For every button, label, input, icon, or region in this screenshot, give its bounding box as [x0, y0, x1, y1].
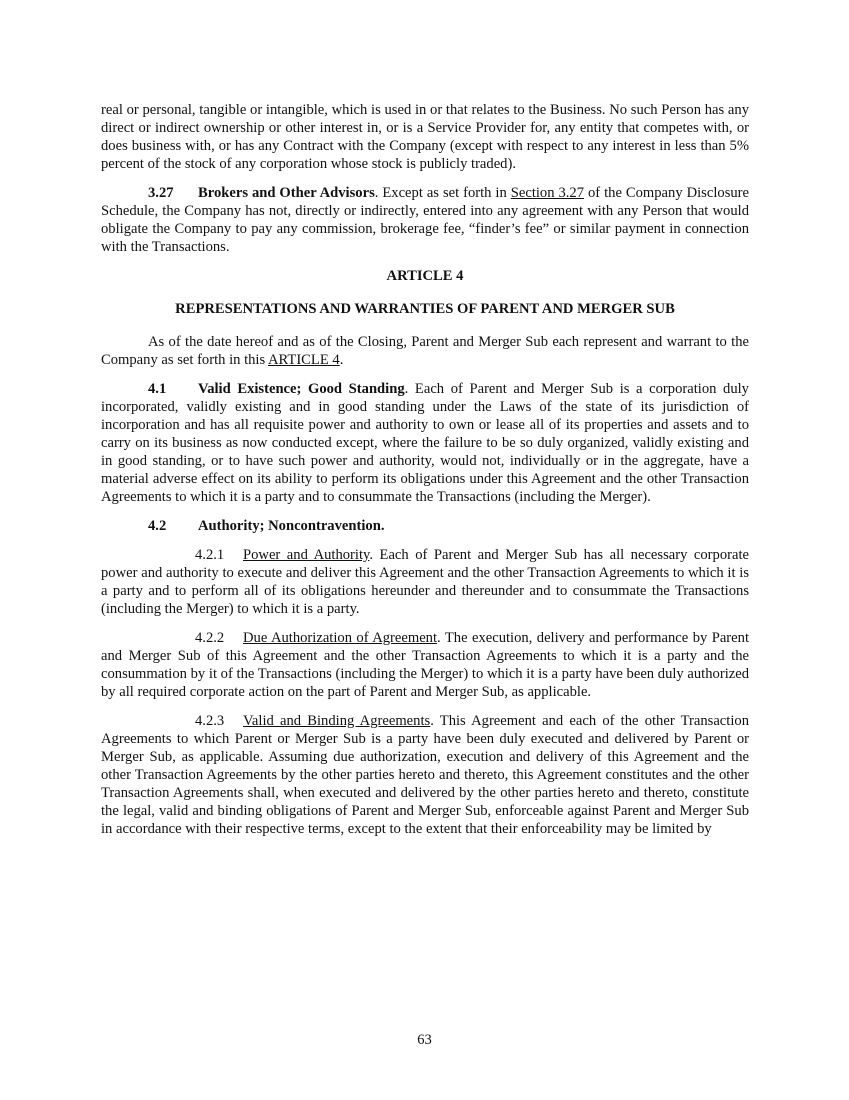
page-number: 63	[417, 1032, 432, 1048]
section-4-2	[101, 517, 749, 535]
article-intro	[101, 333, 749, 369]
intro-text: .	[339, 352, 344, 368]
article-number: ARTICLE 4	[386, 268, 464, 284]
section-number: 4.1	[148, 381, 167, 397]
section-number: 4.2	[148, 518, 167, 534]
cross-reference: ARTICLE 4	[268, 352, 340, 368]
section-text: . Except as set forth in	[374, 185, 511, 201]
paragraph-continuation: real or personal, tangible or intangible, which is used in or that relates to the Business. No such Person has any direct or indirect ownership or other interest in, or is a Service Provider for, any entity that competes with, or does business with, or has any Contract with the Company (except with respect to any interest in less than 5% percent of the stock of any corporation whose stock is publicly traded).	[101, 102, 749, 172]
article-title: REPRESENTATIONS AND WARRANTIES OF PARENT AND MERGER SUB	[175, 301, 675, 317]
section-number: 4.2.1	[195, 547, 225, 563]
section-4-1	[101, 380, 749, 506]
section-heading: Due Authorization of Agreement	[243, 630, 438, 646]
section-text: . This Agreement and each of the other Transaction Agreements to which Parent or Merger Sub is a party have been duly executed and delivered by Parent or Merger Sub, as applicable. Assuming due authorization, execution and delivery of this Agreement and the other Transaction Agreements by the other parties hereto and thereto, this Agreement constitutes and the other Transaction Agreements shall, when executed and delivered by the other parties hereto and thereto, constitute the legal, valid and binding obligations of Parent and Merger Sub, enforceable against Parent and Merger Sub in accordance with their respective terms, except to the extent that their enforceability may be limited by	[101, 713, 749, 837]
section-heading: Power and Authority	[243, 547, 370, 563]
section-text: . The execution, delivery and performance by Parent and Merger Sub of this Agreement and the other Transaction Agreements to which it is a party and the consummation by it of the Transactions (including the Merger) to which it is a party have been duly authorized by all required corporate action on the part of Parent and Merger Sub, as applicable.	[101, 630, 749, 700]
section-text: .	[380, 518, 385, 534]
section-text: . Each of Parent and Merger Sub is a corporation duly incorporated, validly existing and in good standing under the Laws of the state of its jurisdiction of incorporation and has all requisite power and authority to own or lease all of its properties and assets and to carry on its business as now conducted except, where the failure to be so duly organized, validly existing and in good standing, or to have such power and authority, would not, individually or in the aggregate, have a material adverse effect on its ability to perform its obligations under this Agreement and the other Transaction Agreements to which it is a party and to consummate the Transactions (including the Merger).	[101, 381, 749, 505]
section-number: 4.2.2	[195, 630, 225, 646]
section-3-27	[101, 184, 749, 256]
section-heading: Valid and Binding Agreements	[243, 713, 431, 729]
section-heading: Valid Existence; Good Standing	[198, 381, 405, 397]
section-number: 4.2.3	[195, 713, 225, 729]
section-heading: Authority; Noncontravention	[198, 518, 381, 534]
section-number: 3.27	[148, 185, 174, 201]
section-4-2-3	[101, 712, 749, 838]
document-body	[101, 101, 749, 838]
section-4-2-2	[101, 629, 749, 701]
section-text: of the Company Disclosure Schedule, the Company has not, directly or indirectly, entered into any agreement with any Person that would obligate the Company to pay any commission, brokerage fee, “finder’s fee” or similar payment in connection with the Transactions.	[101, 185, 750, 255]
section-4-2-1	[101, 546, 749, 618]
cross-reference: Section 3.27	[510, 185, 585, 201]
intro-text: As of the date hereof and as of the Closing, Parent and Merger Sub each represent and warrant to the Company as set forth in this	[101, 334, 749, 368]
section-text: . Each of Parent and Merger Sub has all necessary corporate power and authority to execute and deliver this Agreement and the other Transaction Agreements to which it is a party and to perform all of its obligations hereunder and thereunder and to consummate the Transactions (including the Merger) to which it is a party.	[101, 547, 750, 617]
section-heading: Brokers and Other Advisors	[198, 185, 375, 201]
